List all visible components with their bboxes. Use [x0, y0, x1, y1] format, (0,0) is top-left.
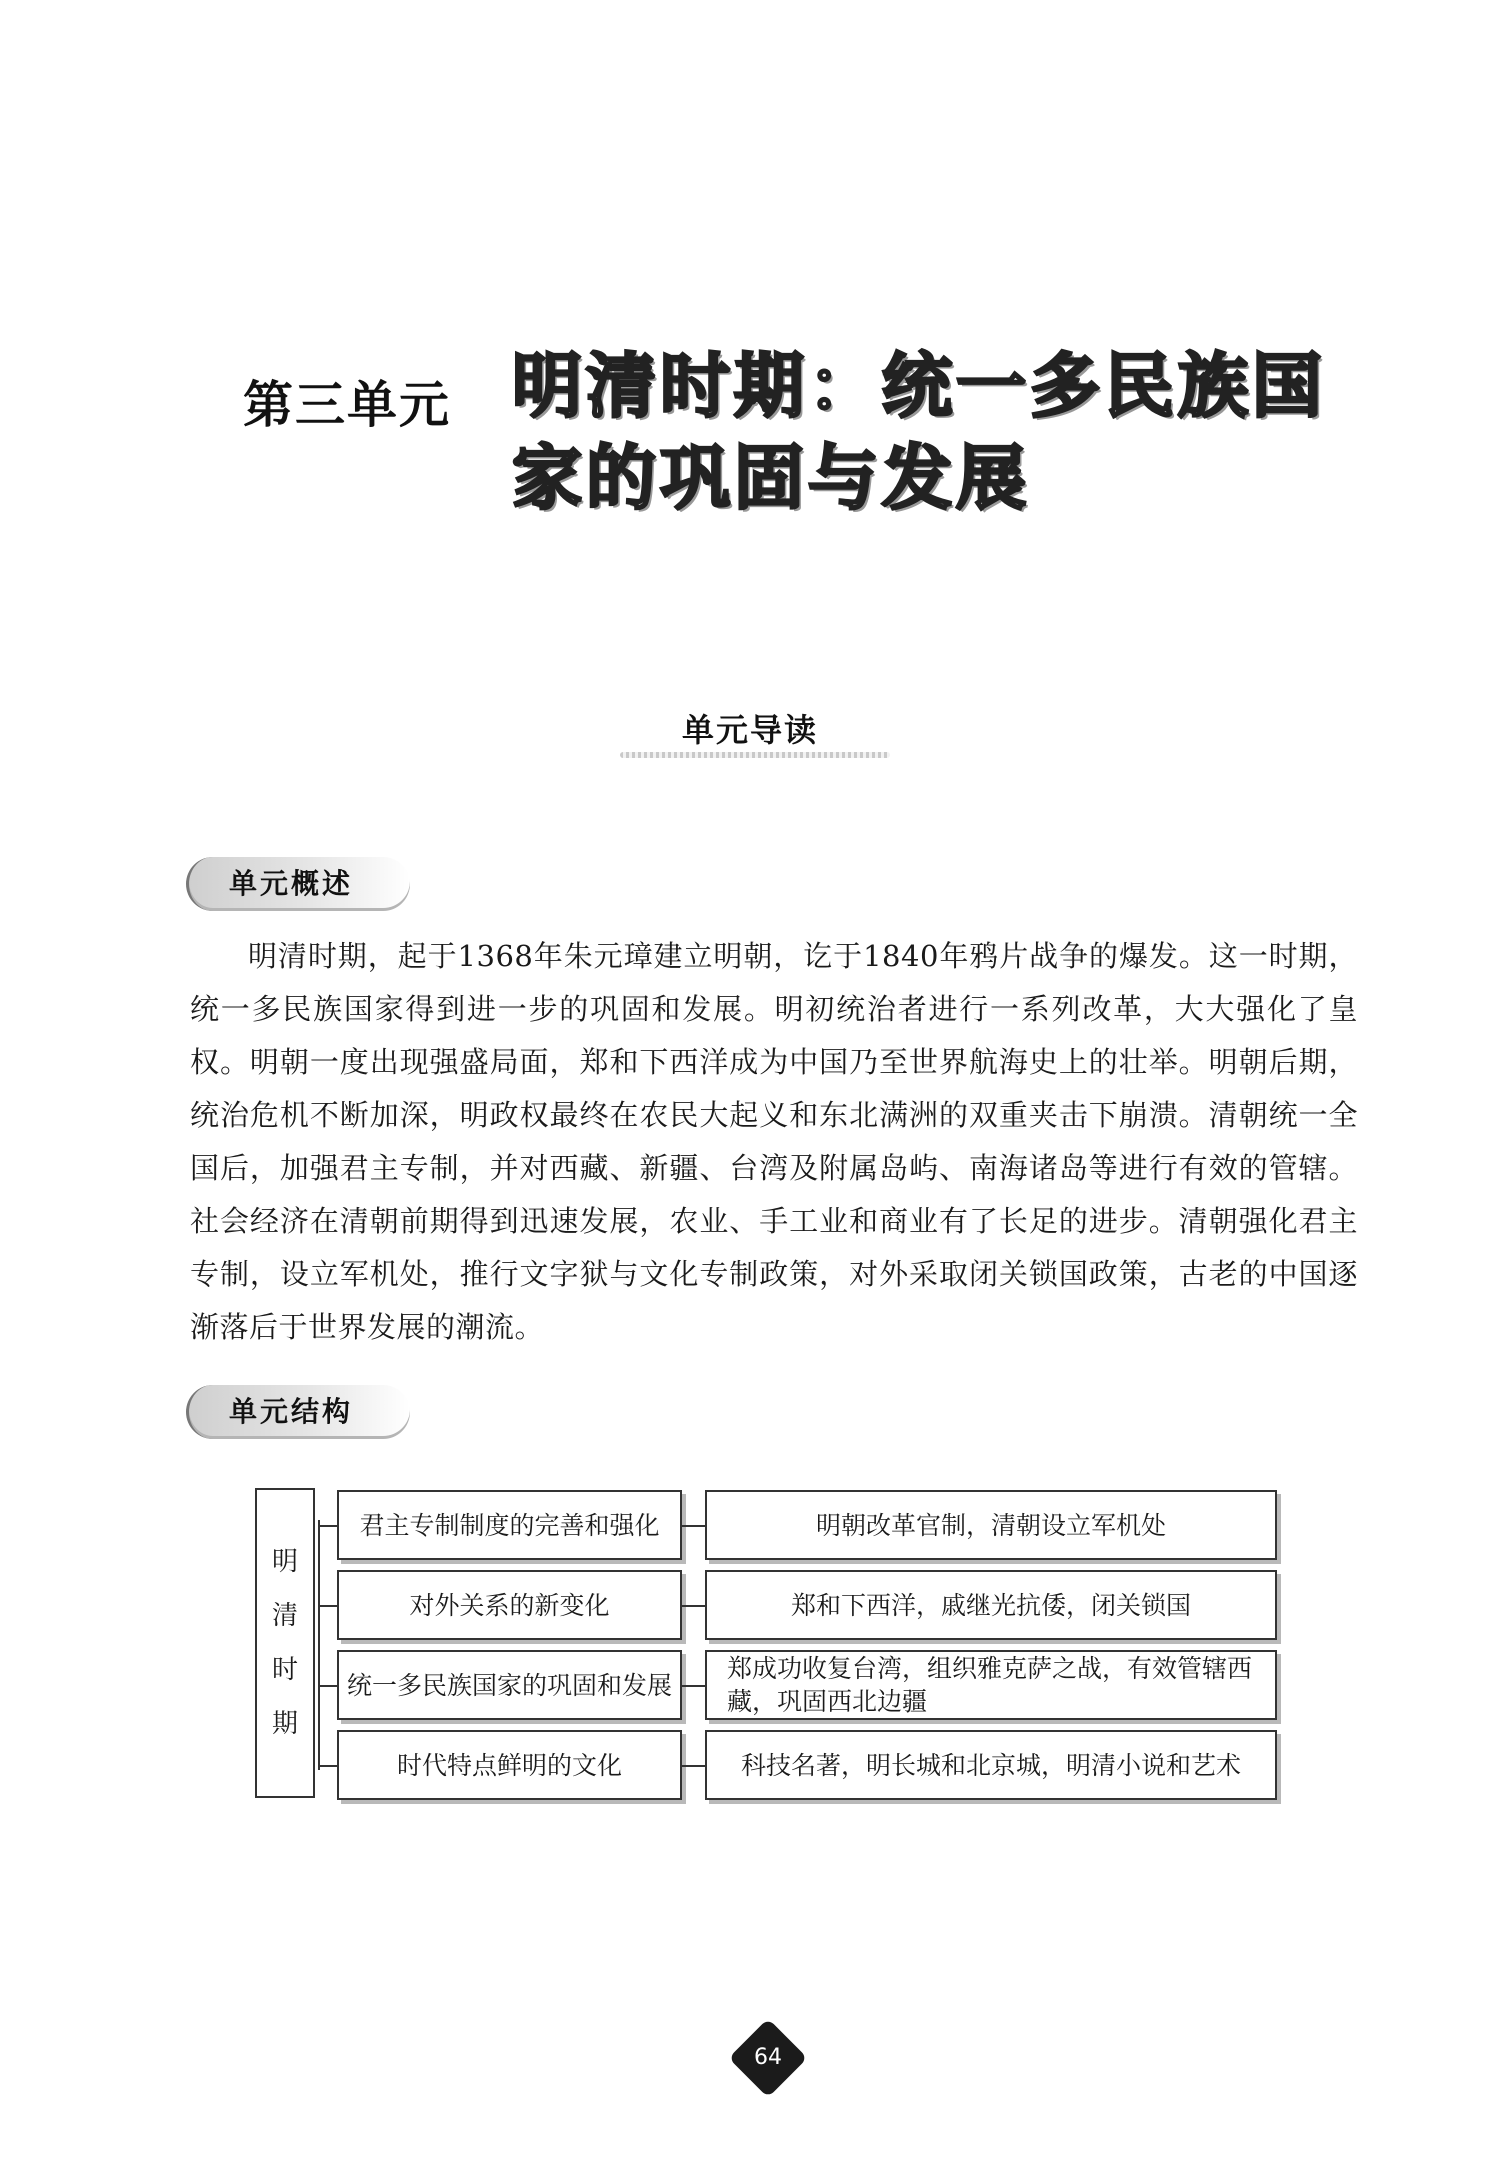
- topic-box: 时代特点鲜明的文化: [337, 1730, 682, 1800]
- overview-tag: 单元概述: [186, 857, 410, 911]
- connector-line: [682, 1685, 705, 1687]
- connector-line: [682, 1605, 705, 1607]
- topic-box: 统一多民族国家的巩固和发展: [337, 1650, 682, 1720]
- connector-line: [682, 1525, 705, 1527]
- connector-line: [318, 1685, 337, 1687]
- overview-paragraph: 明清时期，起于1368年朱元璋建立明朝，讫于1840年鸦片战争的爆发。这一时期，统一多民族国家得到进一步的巩固和发展。明初统治者进行一系列改革，大大强化了皇权。明朝一度出现强盛局面，郑和下西洋成为中国乃至世界航海史上的壮举。明朝后期，统治危机不断加深，明政权最终在农民大起义和东北满洲的双重夹击下崩溃。清朝统一全国后，加强君主专制，并对西藏、新疆、台湾及附属岛屿、南海诸岛等进行有效的管辖。社会经济在清朝前期得到迅速发展，农业、手工业和商业有了长足的进步。清朝强化君主专制，设立军机处，推行文字狱与文化专制政策，对外采取闭关锁国政策，古老的中国逐渐落后于世界发展的潮流。: [190, 939, 1358, 1344]
- topic-box: 君主专制制度的完善和强化: [337, 1490, 682, 1560]
- content-box: 科技名著，明长城和北京城，明清小说和艺术: [705, 1730, 1277, 1800]
- page-number: 64: [754, 2045, 782, 2070]
- page-number-badge: [728, 2018, 807, 2097]
- root-char: 清: [271, 1601, 298, 1631]
- content-box: 明朝改革官制，清朝设立军机处: [705, 1490, 1277, 1560]
- connector-line: [318, 1520, 320, 1770]
- guide-title: 单元导读: [681, 711, 818, 749]
- unit-title: 明清时期：统一多民族国家的巩固与发展: [512, 345, 1326, 519]
- structure-tag: 单元结构: [186, 1385, 410, 1439]
- root-char: 期: [271, 1709, 298, 1739]
- connector-line: [682, 1765, 705, 1767]
- diagram-root-box: [255, 1488, 315, 1798]
- connector-line: [318, 1605, 337, 1607]
- content-box: 郑成功收复台湾，组织雅克萨之战，有效管辖西藏，巩固西北边疆: [705, 1650, 1277, 1720]
- connector-line: [318, 1525, 337, 1527]
- root-char: 时: [271, 1655, 298, 1685]
- connector-line: [318, 1765, 337, 1767]
- unit-label: 第三单元: [243, 376, 451, 434]
- root-char: 明: [271, 1547, 298, 1577]
- content-box: 郑和下西洋，戚继光抗倭，闭关锁国: [705, 1570, 1277, 1640]
- guide-underline: [620, 752, 890, 758]
- topic-box: 对外关系的新变化: [337, 1570, 682, 1640]
